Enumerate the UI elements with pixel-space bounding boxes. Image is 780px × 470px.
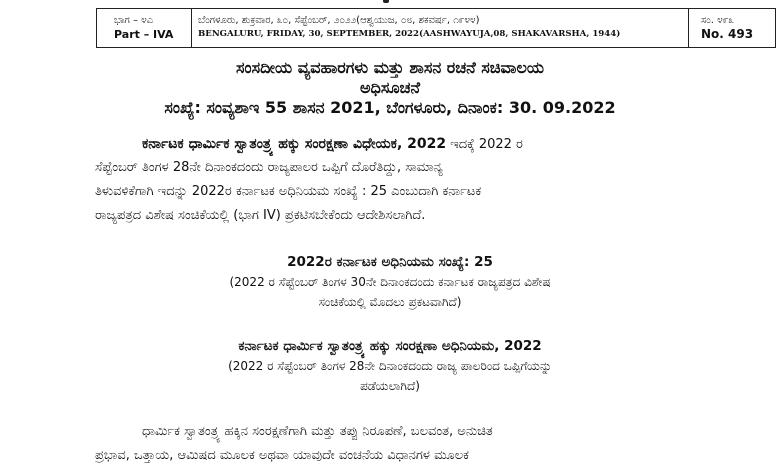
preamble-paragraph: [95, 420, 780, 468]
part-label-kannada: ಭಾಗ – ೪ಎ: [114, 15, 154, 26]
cut-glyph: [383, 0, 389, 3]
previous-content-strip: [0, 0, 780, 5]
masthead-date-cell: [192, 9, 689, 47]
department-heading: ಸಂಸದೀಯ ವ್ಯವಹಾರಗಳು ಮತ್ತು ಶಾಸನ ರಚನೆ ಸಚಿವಾಲಯ: [236, 58, 544, 77]
notification-heading: ಅಧಿಸೂಚನೆ: [359, 78, 421, 97]
bill-title: ಕರ್ನಾಟಕ ಧಾರ್ಮಿಕ ಸ್ವಾತಂತ್ರ್ಯ ಹಕ್ಕು ಸಂರಕ್ಷಣಾ ವಿಧೇಯಕ, 2022: [142, 136, 447, 152]
intro-line-1-rest: ಇದಕ್ಕೆ 2022 ರ: [446, 137, 523, 152]
act-number-title: 2022ರ ಕರ್ನಾಟಕ ಅಧಿನಿಯಮ ಸಂಖ್ಯೆ: 25: [287, 254, 493, 270]
date-line-kannada: ಬೆಂಗಳೂರು, ಶುಕ್ರವಾರ, ೩೦, ಸೆಪ್ಟೆಂಬರ್, ೨೦೨೨(ಆಶ್ವಯುಜ, ೦೮, ಶಕವರ್ಷ, ೧೯೪೪): [198, 15, 480, 26]
act-title-note-1: (2022 ರ ಸೆಪ್ಟೆಂಬರ್ ತಿಂಗಳ 28ನೇ ದಿನಾಂಕದಂದು ರಾಜ್ಯ ಪಾಲರಿಂದ ಒಪ್ಪಿಗೆಯನ್ನು: [228, 359, 552, 373]
intro-paragraph: [95, 132, 780, 228]
act-number-note-1: (2022 ರ ಸೆಪ್ಟೆಂಬರ್ ತಿಂಗಳ 30ನೇ ದಿನಾಂಕದಂದು ಕರ್ನಾಟಕ ರಾಜ್ಯಪತ್ರದ ವಿಶೇಷ: [229, 275, 551, 289]
intro-line-2: ಸೆಪ್ಟೆಂಬರ್ ತಿಂಗಳ 28ನೇ ದಿನಾಂಕದಂದು ರಾಜ್ಯಪಾಲರ ಒಪ್ಪಿಗೆ ದೊರೆತಿದ್ದು, ಸಾಮಾನ್ಯ: [95, 160, 443, 175]
act-title-note-2: ಪಡೆಯಲಾಗಿದೆ): [360, 379, 420, 393]
intro-line-4: ರಾಜ್ಯಪತ್ರದ ವಿಶೇಷ ಸಂಚಿಕೆಯಲ್ಲಿ (ಭಾಗ IV) ಪ್ರಕಟಿಸಬೇಕೆಂದು ಆದೇಶಿಸಲಾಗಿದೆ.: [95, 208, 426, 223]
part-label-english: Part – IVA: [114, 28, 174, 41]
date-line-english: BENGALURU, FRIDAY, 30, SEPTEMBER, 2022(AASHWAYUJA,08, SHAKAVARSHA, 1944): [198, 29, 621, 39]
act-number-note-2: ಸಂಚಿಕೆಯಲ್ಲಿ ಮೊದಲು ಪ್ರಕಟವಾಗಿದೆ): [318, 295, 462, 309]
masthead-number-cell: [689, 9, 775, 47]
preamble-line-2: ಪ್ರಭಾವ, ಒತ್ತಾಯ, ಆಮಿಷದ ಮೂಲಕ ಅಥವಾ ಯಾವುದೇ ವಂಚನೆಯ ವಿಧಾನಗಳ ಮೂಲಕ: [95, 448, 469, 463]
intro-line-3: ತಿಳುವಳಿಕೆಗಾಗಿ ಇದನ್ನು 2022ರ ಕರ್ನಾಟಕ ಅಧಿನಿಯಮ ಸಂಖ್ಯೆ : 25 ಎಂಬುದಾಗಿ ಕರ್ನಾಟಕ: [95, 184, 482, 199]
masthead-part-cell: [97, 9, 192, 47]
notification-number: ಸಂಖ್ಯೆ: ಸಂವ್ಯಶಾಇ 55 ಶಾಸನ 2021, ಬೆಂಗಳೂರು, ದಿನಾಂಕ: 30. 09.2022: [164, 98, 616, 117]
issue-number-kannada: ಸಂ. ೪೯೩: [701, 15, 734, 26]
gazette-masthead: [96, 8, 776, 48]
preamble-line-1: ಧಾರ್ಮಿಕ ಸ್ವಾತಂತ್ರ್ಯ ಹಕ್ಕಿನ ಸಂರಕ್ಷಣೆಗಾಗಿ ಮತ್ತು ತಪ್ಪು ನಿರೂಪಣೆ, ಬಲವಂತ, ಅನುಚಿತ: [142, 424, 493, 439]
act-title: ಕರ್ನಾಟಕ ಧಾರ್ಮಿಕ ಸ್ವಾತಂತ್ರ್ಯ ಹಕ್ಕು ಸಂರಕ್ಷಣಾ ಅಧಿನಿಯಮ, 2022: [238, 338, 542, 354]
intro-line-1: [95, 132, 780, 156]
issue-number-english: No. 493: [701, 27, 754, 41]
